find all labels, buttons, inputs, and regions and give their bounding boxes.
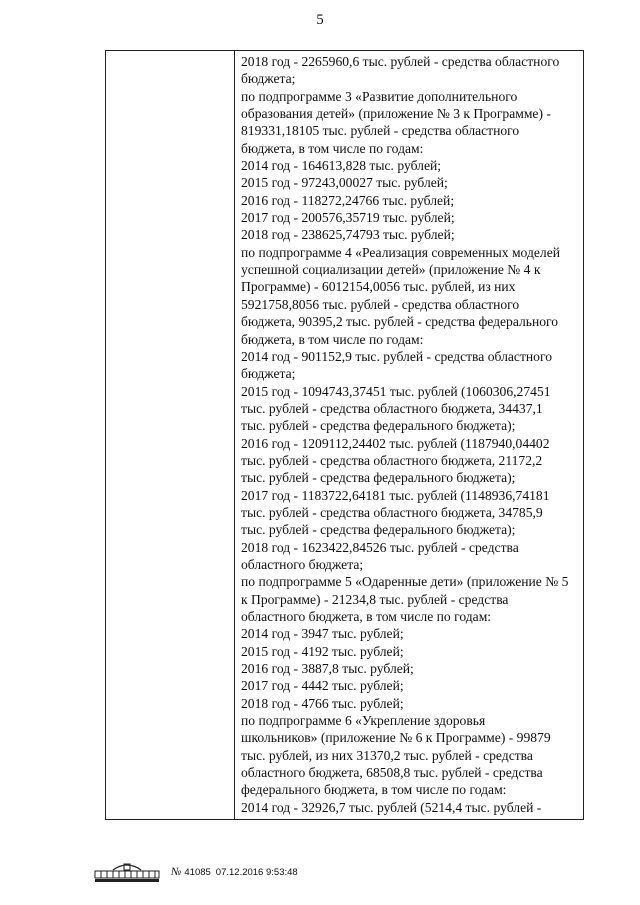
text-line: тыс. рублей - средства федерального бюджета); [241,470,516,486]
text-line: 2014 год - 901152,9 тыс. рублей - средства областного [241,348,552,364]
text-line: тыс. рублей - средства федерального бюджета); [241,418,516,434]
text-line: бюджета, 90395,2 тыс. рублей - средства федерального [241,314,559,330]
text-line: школьников» (приложение № 6 к Программе) - 99879 [241,730,551,746]
text-line: бюджета, в том числе по годам: [241,331,424,347]
text-line: 2017 год - 1183722,64181 тыс. рублей (1148936,74181 [241,487,550,503]
text-line: по подпрограмме 6 «Укрепление здоровья [241,713,486,729]
text-line: по подпрограмме 3 «Развитие дополнительного [241,88,518,104]
text-line: тыс. рублей - средства областного бюджета, 21172,2 [241,452,543,468]
text-line: областного бюджета; [241,556,364,572]
table-left-column [106,51,235,819]
text-line: бюджета, в том числе по годам: [241,140,424,156]
text-line: тыс. рублей - средства федерального бюджета); [241,522,516,538]
text-line: 2015 год - 1094743,37451 тыс. рублей (1060306,27451 [241,383,551,399]
text-line: 2018 год - 238625,74793 тыс. рублей; [241,227,455,243]
text-line: 819331,18105 тыс. рублей - средства областного [241,123,520,139]
text-line: 2015 год - 4192 тыс. рублей; [241,643,404,659]
table-right-column [236,51,583,819]
text-line: бюджета; [241,366,296,382]
text-line: 2014 год - 3947 тыс. рублей; [241,626,404,642]
text-line: 2018 год - 1623422,84526 тыс. рублей - средства [241,539,519,555]
text-line: 2017 год - 200576,35719 тыс. рублей; [241,210,455,226]
text-line: тыс. рублей, из них 31370,2 тыс. рублей - средства [241,747,533,763]
text-line: бюджета; [241,71,296,87]
text-line: областного бюджета, в том числе по годам: [241,609,492,624]
text-line: по подпрограмме 5 «Одаренные дети» (приложение № 5 [241,574,569,590]
text-line: тыс. рублей - средства областного бюджета, 34785,9 [241,504,543,520]
text-line: 2014 год - 32926,7 тыс. рублей (5214,4 тыс. рублей - [241,799,542,815]
text-line: Программе) - 6012154,0056 тыс. рублей, из них [241,279,516,295]
text-line: по подпрограмме 4 «Реализация современных моделей [241,244,561,260]
text-line: федерального бюджета, в том числе по годам: [241,782,507,798]
text-line: областного бюджета, 68508,8 тыс. рублей - средства [241,765,543,781]
text-line: тыс. рублей - средства областного бюджета, 34437,1 [241,400,543,416]
text-line: 2018 год - 4766 тыс. рублей; [241,695,404,711]
text-line: 2016 год - 118272,24766 тыс. рублей; [241,192,455,208]
doc-number-symbol: № [171,866,182,878]
content-table [105,50,584,820]
page-number: 5 [316,12,324,28]
doc-timestamp: 07.12.2016 9:53:48 [215,866,298,878]
text-line: 2017 год - 4442 тыс. рублей; [241,678,404,694]
text-line: 5921758,8056 тыс. рублей - средства областного [241,296,520,312]
text-line: образования детей» (приложение № 3 к Программе) - [241,106,551,122]
text-line: успешной социализации детей» (приложение № 4 к [241,262,541,278]
footer-stamp [93,861,298,883]
text-line: 2016 год - 3887,8 тыс. рублей; [241,661,414,677]
text-line: 2015 год - 97243,00027 тыс. рублей; [241,175,448,191]
registry-logo-icon [93,861,161,883]
text-line: 2018 год - 2265960,6 тыс. рублей - средства областного [241,54,560,69]
doc-number: 41085 [184,866,211,878]
text-line: 2016 год - 1209112,24402 тыс. рублей (1187940,04402 [241,435,550,451]
text-line: 2014 год - 164613,828 тыс. рублей; [241,158,442,174]
text-line: к Программе) - 21234,8 тыс. рублей - средства [241,591,509,607]
